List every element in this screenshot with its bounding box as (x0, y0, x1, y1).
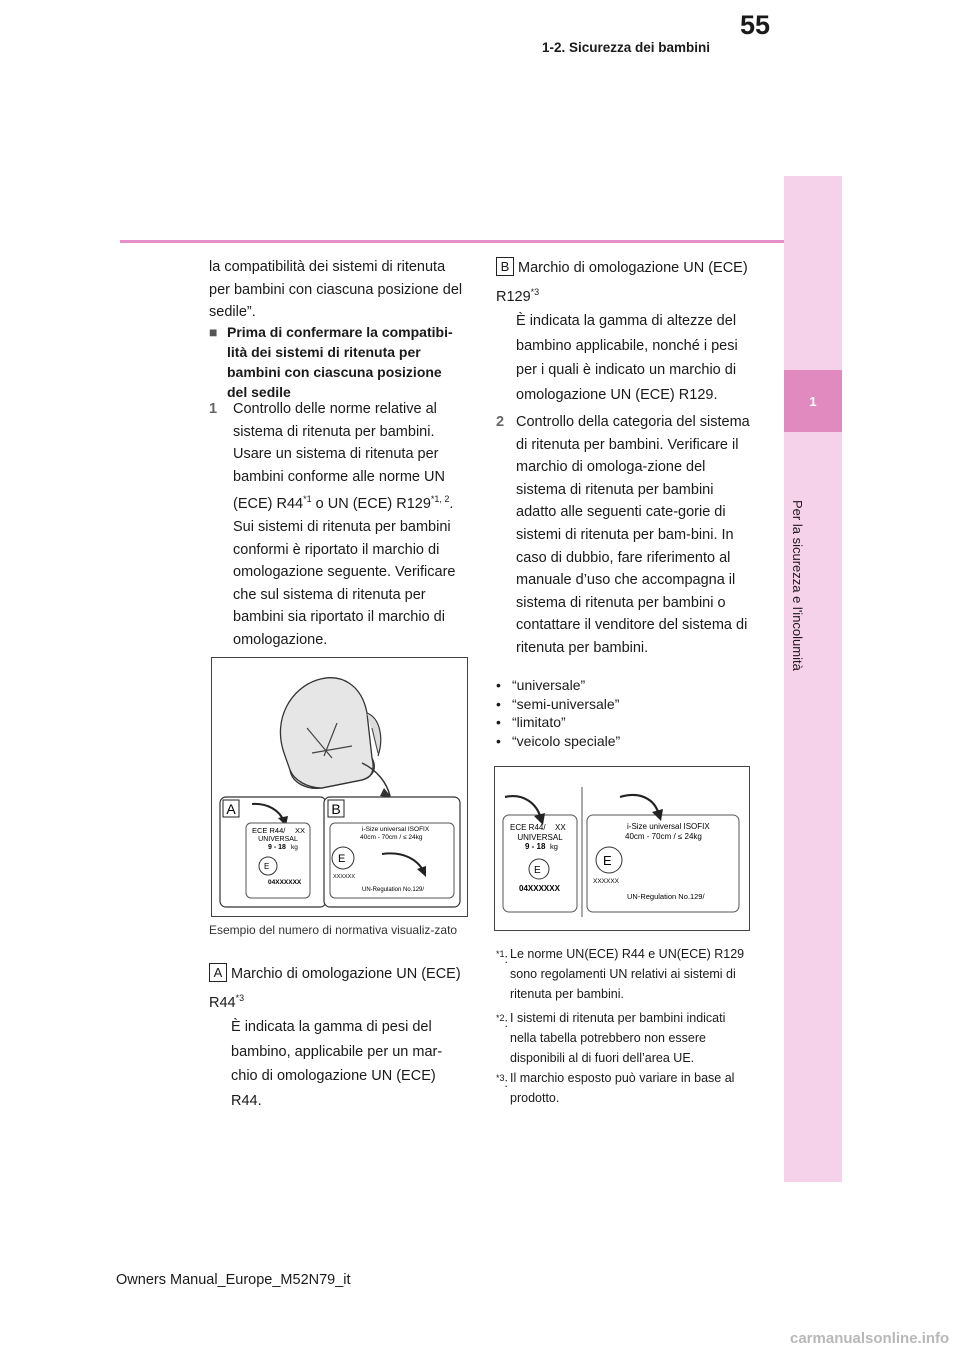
isize-range-2: 40cm - 70cm / ≤ 24kg (625, 832, 702, 841)
chapter-number: 1 (784, 370, 842, 432)
e-mark-a: E (264, 862, 270, 871)
chapter-title: Per la sicurezza e l'incolumità (790, 500, 805, 671)
small-code: XXXXXX (333, 874, 356, 880)
approval-code: 04XXXXXX (268, 879, 302, 886)
weight-unit-2: kg (550, 842, 558, 851)
approval-code-2: 04XXXXXX (519, 884, 560, 893)
list-item: • “veicolo speciale” (496, 732, 751, 751)
watermark: carmanualsonline.info (790, 1330, 950, 1347)
page-number: 55 (740, 10, 771, 40)
ece-line: ECE R44/ (252, 826, 286, 835)
figure-caption: Esempio del numero di normativa visualiz-zato (209, 923, 458, 937)
small-code-2: XXXXXX (593, 878, 620, 885)
e-mark-d: E (603, 853, 612, 868)
universal-label: UNIVERSAL (258, 836, 298, 843)
step-1: 1 Controllo delle norme relative al sistema di ritenuta per bambini. Usare un sistema di ritenuta per bambini conforme alle norme UN (ECE) R44$^{*1}$ o UN (ECE) R129$^{*1, 2}$. Sui sistemi di ritenuta per bambini conformi è riportato il marchio di omologazione seguente. Verificare che sul sistema di ritenuta per bambini sia riportato il marchio di omologazione. (209, 398, 464, 652)
label-a-badge: A (226, 801, 236, 817)
weight-range: 9 - 18 (268, 844, 286, 851)
list-item: • “semi-universale” (496, 695, 751, 714)
section-heading: ■ Prima di confermare la compatibi-lità dei sistemi di ritenuta per bambini con ciascuna posizione del sedile (209, 324, 453, 400)
square-bullet-icon: ■ (209, 324, 218, 340)
item-b-badge: B (496, 257, 514, 276)
footnote-1: $^{*1}$: Le norme UN(ECE) R44 e UN(ECE) R129 sono regolamenti UN relativi ai sistemi di ritenuta per bambini. (496, 947, 745, 1001)
weight-unit: kg (291, 844, 298, 851)
item-a-badge: A (209, 963, 227, 982)
regulation-label: UN-Regulation No.129/ (362, 887, 425, 893)
category-list (496, 676, 751, 750)
e-mark-b: E (338, 853, 346, 865)
car-seat-illustration (212, 658, 467, 916)
item-b: B Marchio di omologazione UN (ECE) R129$^{*3}$ È indicata la gamma di altezze del bambino applicabile, nonché i pesi per i quali è indicato un marchio di omologazione UN (ECE) R129. (496, 259, 748, 403)
e-mark-c: E (534, 865, 541, 876)
chapter-side-tab (784, 176, 842, 1182)
ece-line-2: ECE R44/ (510, 823, 546, 832)
step-1-number: 1 (209, 401, 218, 417)
footnote-2: $^{*2}$: I sistemi di ritenuta per bambini indicati nella tabella potrebbero non essere disponibili al di fuori dell’area UE. (496, 1011, 726, 1065)
isize-range: 40cm - 70cm / ≤ 24kg (360, 834, 423, 841)
document-footer: Owners Manual_Europe_M52N79_it (116, 1272, 351, 1288)
regulation-label-2: UN-Regulation No.129/ (627, 892, 705, 901)
car-seat-figure (211, 657, 468, 917)
ece-xx-2: XX (555, 823, 566, 832)
ece-xx: XX (295, 826, 306, 835)
section-title: 1-2. Sicurezza dei bambini (541, 40, 710, 55)
step-2: 2 Controllo della categoria del sistema di ritenuta per bambini. Verificare il marchio di omologa-zione del sistema di ritenuta per bambini adatto alle seguenti cate-gorie di sistemi di ritenuta per bam-bini. In caso di dubbio, fare riferimento al manuale d’uso che accompagna il sistema di ritenuta per bambini o contattare il venditore del sistema di ritenuta per bambini. (496, 411, 751, 660)
label-figure (494, 766, 750, 931)
weight-range-2: 9 - 18 (525, 842, 546, 851)
header-rule (120, 240, 788, 243)
list-item: • “limitato” (496, 713, 751, 732)
intro-text: la compatibilità dei sistemi di ritenuta per bambini con ciascuna posizione del sedile”. (209, 259, 463, 320)
item-a: A Marchio di omologazione UN (ECE) R44$^{*3}$ È indicata la gamma di pesi del bambino, applicabile per un mar-chio di omologazione UN (ECE) R44. (209, 965, 461, 1109)
isize-label-2: i-Size universal ISOFIX (627, 822, 710, 831)
label-b-badge: B (331, 801, 341, 817)
isize-label: i-Size universal ISOFIX (362, 826, 430, 833)
label-illustration (495, 767, 749, 930)
universal-label-2: UNIVERSAL (517, 833, 563, 842)
list-item: • “universale” (496, 676, 751, 695)
step-2-number: 2 (496, 414, 505, 430)
footnote-3: $^{*3}$: Il marchio esposto può variare in base al prodotto. (496, 1071, 735, 1105)
